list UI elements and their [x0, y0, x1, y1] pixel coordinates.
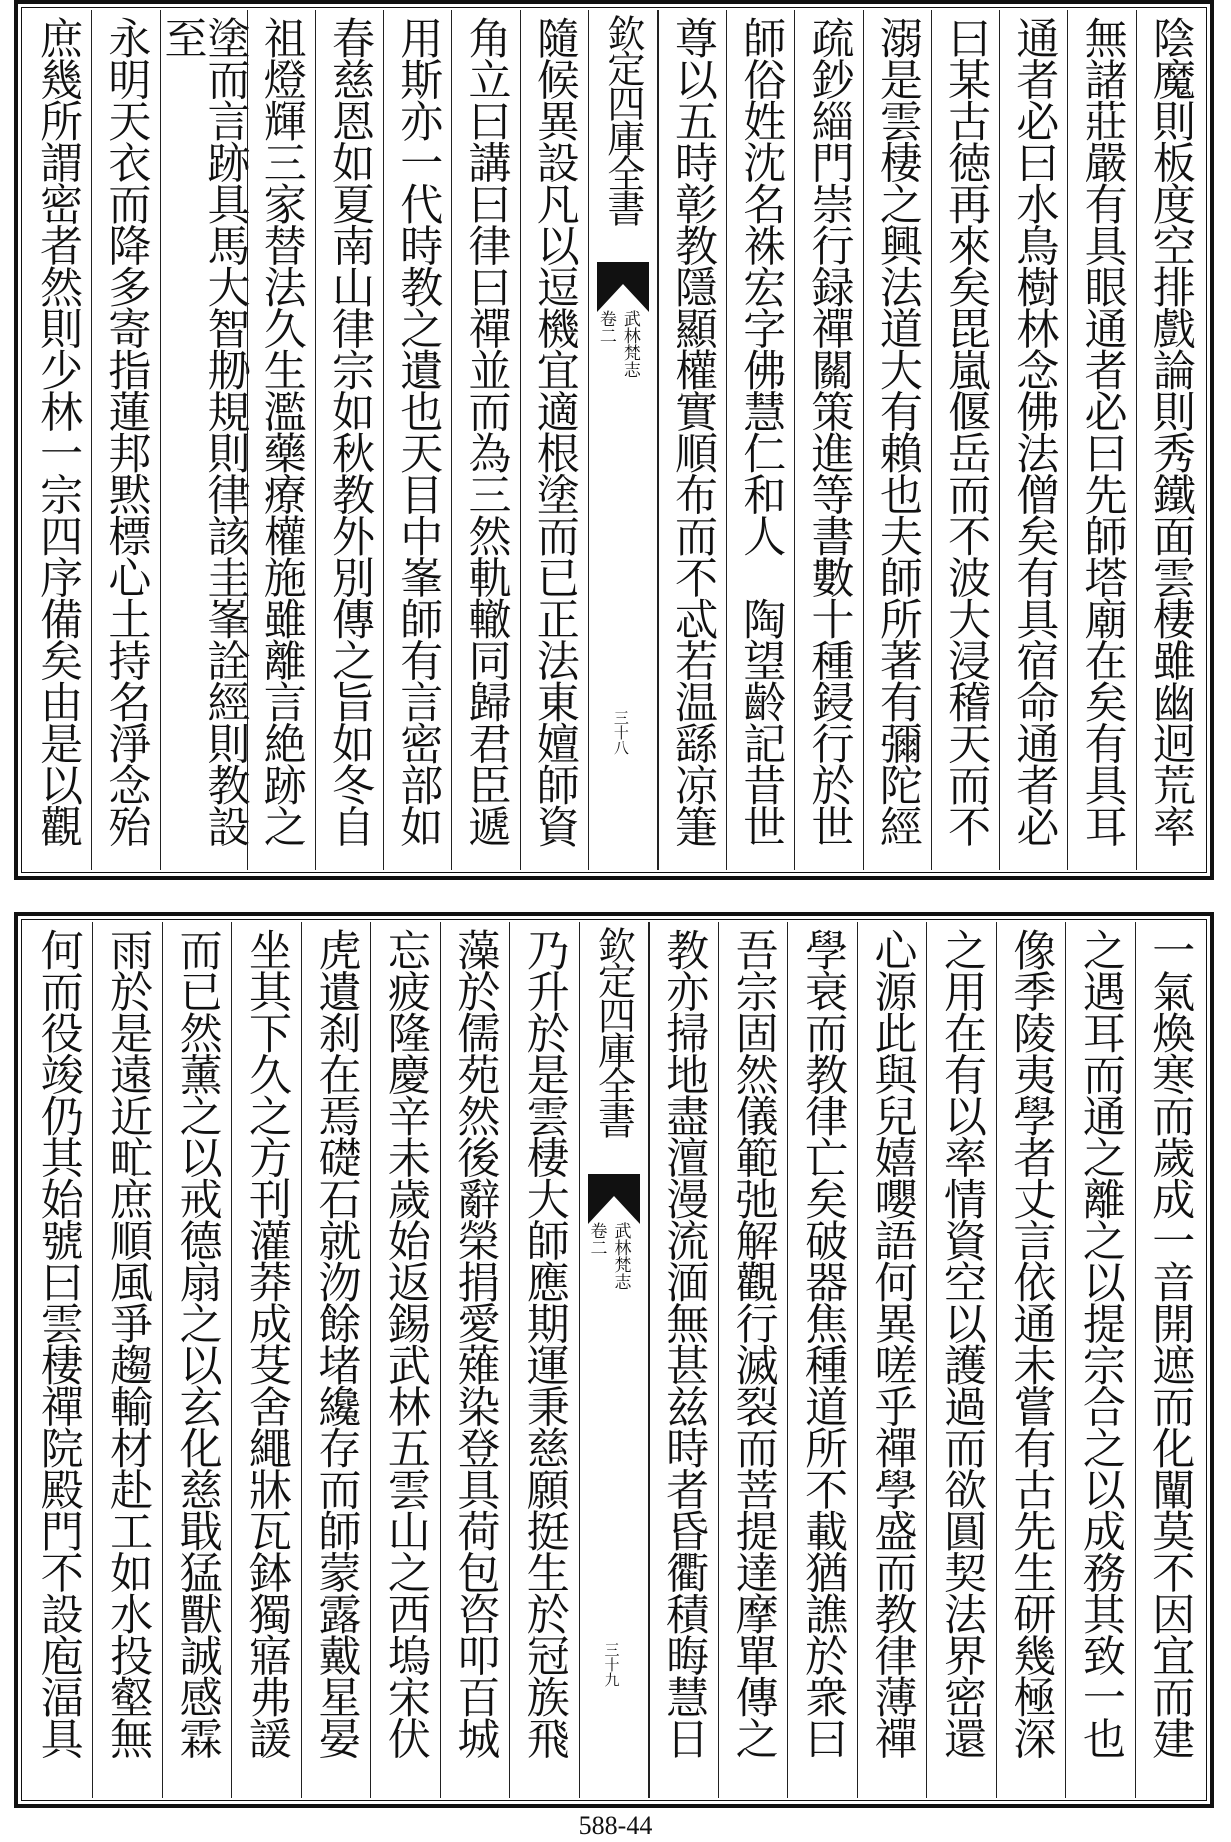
- text-column: [857, 922, 926, 1798]
- text-column: [794, 10, 862, 870]
- column-text: 隨候異設凡以逗機宜適根塗而已正法東嬗師資: [529, 16, 580, 846]
- collection-title: 欽定四庫全書: [591, 926, 636, 1136]
- text-column: [231, 922, 300, 1798]
- book-title: 武林梵志: [619, 310, 640, 378]
- column-text: 用斯亦一代時教之遺也天目中峯師有言密部如: [393, 16, 444, 846]
- collection-title: 欽定四庫全書: [600, 14, 645, 224]
- text-column: [92, 922, 161, 1798]
- text-column: [926, 922, 995, 1798]
- text-column: [787, 922, 856, 1798]
- text-column: [1136, 10, 1204, 870]
- column-text: 吾宗固然儀範弛解觀行滅裂而菩提達摩單傳之: [728, 928, 779, 1758]
- upper-page-leaf: [14, 0, 1214, 880]
- column-text: 陰魔則板度空排戲論則秀鐵面雲棲雖幽迥荒率: [1145, 16, 1196, 846]
- column-text: 庶幾所謂密者然則少林一宗四序備矣由是以觀: [33, 16, 84, 846]
- column-text: 藻於儒苑然後辭榮捐愛薙染登具荷包咨叩百城: [450, 928, 501, 1758]
- text-column: [863, 10, 931, 870]
- column-text: 心源此與兒嬉嚶語何異嗟乎禪學盛而教律薄禪: [867, 928, 918, 1758]
- column-text: 雨於是遠近甿庶順風爭趨輸材赴工如水投壑無: [103, 928, 154, 1758]
- column-text: 而已然薰之以戒德扇之以玄化慈戢猛獸誠感霖: [172, 928, 223, 1758]
- column-text: 角立曰講曰律曰禪並而為三然軌轍同歸君臣遞: [461, 16, 512, 846]
- column-text: 永明天衣而降多寄指蓮邦黙標心土持名淨念殆: [101, 16, 152, 846]
- text-column: [383, 10, 451, 870]
- column-text: 之遇耳而通之離之以提宗合之以成務其致一也: [1075, 928, 1126, 1758]
- book-title: 武林梵志: [610, 1222, 631, 1290]
- fishtail-mark-icon: [588, 1174, 640, 1224]
- text-column: [1067, 10, 1135, 870]
- column-text: 乃升於是雲棲大師應期運秉慈願挺生於冠族飛: [519, 928, 570, 1758]
- center-fold-margin: [588, 10, 658, 870]
- column-text: 曰某古徳再來矣毘嵐偃岳而不波大浸稽天而不: [941, 16, 992, 846]
- page-number: 588-44: [578, 1811, 653, 1840]
- column-text: 一氣煥寒而歲成一音開遮而化闡莫不因宜而建: [1145, 928, 1196, 1758]
- text-column: [718, 922, 787, 1798]
- column-text: 虎遺刹在焉礎石就沕餘堵纔存而師蒙露戴星晏: [311, 928, 362, 1758]
- column-text: 教亦掃地盡澶漫流湎無甚兹時者昏衢積晦慧日: [659, 928, 710, 1758]
- text-column: [162, 922, 231, 1798]
- text-column: [157, 10, 251, 870]
- volume-label: 卷二: [586, 1222, 607, 1256]
- text-column: [996, 922, 1065, 1798]
- lower-page-leaf: [14, 912, 1214, 1808]
- column-text: 無諸莊嚴有具眼通者必曰先師塔廟在矣有具耳: [1077, 16, 1128, 846]
- text-column: [931, 10, 999, 870]
- text-column: [1135, 922, 1204, 1798]
- fishtail-mark-icon: [597, 262, 649, 312]
- text-column: [301, 922, 370, 1798]
- folio-number: 三十八: [611, 710, 630, 755]
- text-column: [315, 10, 383, 870]
- text-column: [1065, 922, 1134, 1798]
- column-text: 坐其下久之方刊灌莽成芟舍繩牀瓦鉢獨寤弗諼: [242, 928, 293, 1758]
- column-text: 學衰而教律亡矣破器焦種道所不載猶譙於衆曰: [798, 928, 849, 1758]
- column-text: 疏鈔緇門崇行録禪關策進等書數十種鋟行於世: [804, 16, 855, 846]
- text-column: [370, 922, 439, 1798]
- column-text: 通者必曰水鳥樹林念佛法僧矣有具宿命通者必: [1009, 16, 1060, 846]
- text-column: [649, 922, 718, 1798]
- column-text: 尊以五時彰教隱顯權實順布而不忒若温繇凉箑: [668, 16, 719, 846]
- column-text: 塗而言跡具馬大智刱規則律該圭峯詮經則教設至: [157, 16, 251, 846]
- text-column: [509, 922, 578, 1798]
- text-column: [247, 10, 315, 870]
- column-text: 師俗姓沈名袾宏字佛慧仁和人 陶望齡記昔世: [736, 16, 787, 846]
- text-column: [726, 10, 794, 870]
- column-text: 之用在有以率情資空以護過而欲圓契法界密還: [936, 928, 987, 1758]
- text-column: [24, 922, 92, 1798]
- center-fold-margin: [579, 922, 649, 1798]
- text-column: [999, 10, 1067, 870]
- lower-text-columns: [24, 922, 1204, 1798]
- column-text: 溺是雲棲之興法道大有賴也夫師所著有彌陀經: [872, 16, 923, 846]
- column-text: 忘疲隆慶辛未歲始返錫武林五雲山之西塢宋伏: [380, 928, 431, 1758]
- text-column: [451, 10, 519, 870]
- text-column: [440, 922, 509, 1798]
- text-column: [520, 10, 588, 870]
- text-column: [24, 10, 91, 870]
- column-text: 像季陵夷學者丈言依通未嘗有古先生研幾極深: [1006, 928, 1057, 1758]
- upper-text-columns: [24, 10, 1204, 870]
- folio-number: 三十九: [602, 1642, 621, 1687]
- text-column: [658, 10, 726, 870]
- column-text: 祖燈輝三家替法久生濫藥療權施雖離言絶跡之: [256, 16, 307, 846]
- text-column: [91, 10, 159, 870]
- column-text: 何而役竣仍其始號曰雲棲禪院殿門不設庖湢具: [33, 928, 84, 1758]
- volume-label: 卷二: [595, 310, 616, 344]
- column-text: 春慈恩如夏南山律宗如秋教外別傳之旨如冬自: [324, 16, 375, 846]
